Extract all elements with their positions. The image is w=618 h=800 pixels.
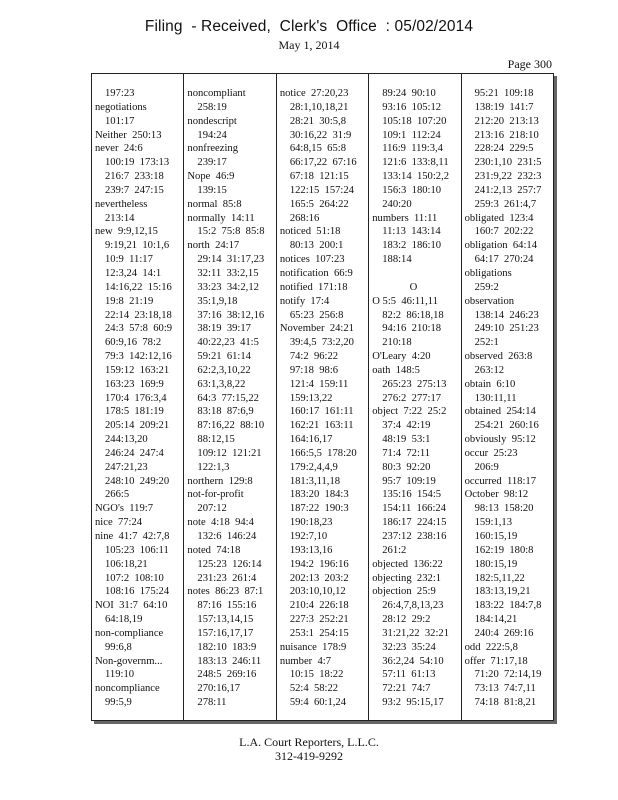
index-box bbox=[91, 73, 554, 721]
index-entry: nevertheless bbox=[95, 198, 148, 210]
index-page-refs: 240:4 269:16 bbox=[474, 627, 534, 639]
index-page-refs: 73:13 74:7,11 bbox=[474, 683, 536, 695]
index-entry: never 24:6 bbox=[95, 143, 143, 155]
index-page-refs: 60:9,16 78:2 bbox=[105, 337, 162, 349]
index-page-refs: 121:6 133:8,11 bbox=[382, 157, 449, 169]
index-entry: northern 129:8 bbox=[187, 475, 253, 487]
index-entry: notified 171:18 bbox=[279, 281, 348, 293]
index-page-refs: 184:14,21 bbox=[474, 614, 518, 626]
index-entry: not-for-profit bbox=[187, 489, 244, 501]
index-page-refs: 39:4,5 73:2,20 bbox=[289, 337, 354, 349]
index-page-refs: 180:15,19 bbox=[474, 558, 518, 570]
index-entry: Nope 46:9 bbox=[187, 171, 235, 183]
index-page-refs: 48:19 53:1 bbox=[382, 434, 431, 446]
index-entry: normal 85:8 bbox=[187, 198, 242, 210]
index-page-refs: 239:7 247:15 bbox=[105, 184, 164, 196]
index-column-5 bbox=[462, 74, 553, 720]
index-page-refs: 186:17 224:15 bbox=[382, 517, 447, 529]
index-page-refs: 87:16 155:16 bbox=[197, 600, 257, 612]
index-page-refs: 109:1 112:24 bbox=[382, 129, 441, 141]
index-page-refs: 249:10 251:23 bbox=[474, 323, 539, 335]
index-page-refs: 119:10 bbox=[105, 669, 135, 681]
index-page-refs: 203:10,10,12 bbox=[289, 586, 346, 598]
index-page-refs: 35:1,9,18 bbox=[197, 295, 238, 307]
index-page-refs: 122:1,3 bbox=[197, 461, 230, 473]
index-page-refs: 10:15 18:22 bbox=[289, 669, 344, 681]
index-page-refs: 66:17,22 67:16 bbox=[289, 157, 357, 169]
index-page-refs: 216:7 233:18 bbox=[105, 171, 164, 183]
index-page-refs: 37:4 42:19 bbox=[382, 420, 431, 432]
index-page-refs: 210:18 bbox=[382, 337, 412, 349]
index-page-refs: 187:22 190:3 bbox=[289, 503, 349, 515]
index-page-refs: 32:23 35:24 bbox=[382, 641, 436, 653]
index-entry: objecting 232:1 bbox=[372, 572, 442, 584]
index-page-refs: 246:24 247:4 bbox=[105, 447, 164, 459]
index-page-refs: 22:14 23:18,18 bbox=[105, 309, 172, 321]
index-entry: nuisance 178:9 bbox=[279, 641, 347, 653]
index-entry: notification 66:9 bbox=[279, 267, 353, 279]
index-entry: notice 27:20,23 bbox=[279, 88, 349, 99]
index-entry: nondescript bbox=[187, 115, 237, 127]
index-page-refs: 82:2 86:18,18 bbox=[382, 309, 444, 321]
index-page-refs: 130:11,11 bbox=[474, 392, 517, 404]
index-entry: negotiations bbox=[95, 101, 147, 113]
index-page-refs: 194:24 bbox=[197, 129, 227, 141]
index-entry: nice 77:24 bbox=[95, 517, 143, 529]
index-page-refs: 248:5 269:16 bbox=[197, 669, 257, 681]
index-page-refs: 15:2 75:8 85:8 bbox=[197, 226, 265, 238]
index-page-refs: 107:2 108:10 bbox=[105, 572, 164, 584]
index-page-refs: 74:18 81:8,21 bbox=[474, 697, 537, 709]
index-page-refs: 97:18 98:6 bbox=[289, 364, 339, 376]
index-page-refs: 247:21,23 bbox=[105, 461, 148, 473]
index-page-refs: 125:23 126:14 bbox=[197, 558, 262, 570]
reporter-name: L.A. Court Reporters, L.L.C. bbox=[239, 735, 379, 749]
index-entry: observed 263:8 bbox=[464, 351, 533, 363]
index-page-refs: 63:1,3,8,22 bbox=[197, 378, 246, 390]
index-page-refs: 190:18,23 bbox=[289, 517, 333, 529]
index-entry: O'Leary 4:20 bbox=[372, 351, 431, 363]
index-page-refs: 83:18 87:6,9 bbox=[197, 406, 254, 418]
section-letter: O bbox=[409, 281, 418, 293]
index-page-refs: 157:13,14,15 bbox=[197, 614, 254, 626]
index-page-refs: 183:13,19,21 bbox=[474, 586, 531, 598]
index-page-refs: 239:17 bbox=[197, 157, 227, 169]
index-page-refs: 59:21 61:14 bbox=[197, 351, 251, 363]
index-page-refs: 65:23 256:8 bbox=[289, 309, 344, 321]
index-column-1 bbox=[92, 74, 184, 720]
index-page-refs: 67:18 121:15 bbox=[289, 171, 349, 183]
index-entry: obligations bbox=[464, 267, 512, 279]
index-page-refs: 166:5,5 178:20 bbox=[289, 447, 357, 459]
index-page-refs: 71:20 72:14,19 bbox=[474, 669, 542, 681]
index-page-refs: 26:4,7,8,13,23 bbox=[382, 600, 444, 612]
index-page-refs: 64:8,15 65:8 bbox=[289, 143, 347, 155]
index-entry: non-compliance bbox=[95, 627, 164, 639]
index-entry: object 7:22 25:2 bbox=[372, 406, 447, 418]
index-page-refs: 170:4 176:3,4 bbox=[105, 392, 167, 404]
filing-stamp-header: Filing - Received, Clerk's Office : 05/02/2014 bbox=[144, 18, 474, 35]
index-page-refs: 164:16,17 bbox=[289, 434, 333, 446]
index-page-refs: 183:2 186:10 bbox=[382, 240, 442, 252]
index-entry: notices 107:23 bbox=[279, 254, 345, 266]
index-page-refs: 160:17 161:11 bbox=[289, 406, 354, 418]
index-page-refs: 72:21 74:7 bbox=[382, 683, 431, 695]
index-page-refs: 108:16 175:24 bbox=[105, 586, 170, 598]
index-page-refs: 28:12 29:2 bbox=[382, 614, 431, 626]
index-page-refs: 109:12 121:21 bbox=[197, 447, 262, 459]
index-entry: obligation 64:14 bbox=[464, 240, 538, 252]
index-page-refs: 98:13 158:20 bbox=[474, 503, 534, 515]
index-page-refs: 59:4 60:1,24 bbox=[289, 697, 347, 709]
index-page-refs: 19:8 21:19 bbox=[105, 295, 154, 307]
index-page-refs: 162:19 180:8 bbox=[474, 544, 534, 556]
index-entry: notify 17:4 bbox=[279, 295, 330, 307]
index-page-refs: 160:15,19 bbox=[474, 531, 518, 542]
index-page-refs: 74:2 96:22 bbox=[289, 351, 339, 363]
index-page-refs: 231:23 261:4 bbox=[197, 572, 257, 584]
index-entry: NOI 31:7 64:10 bbox=[95, 600, 168, 612]
index-page-refs: 93:16 105:12 bbox=[382, 101, 442, 113]
index-page-refs: 254:21 260:16 bbox=[474, 420, 539, 432]
index-page-refs: 100:19 173:13 bbox=[105, 157, 170, 169]
index-page-refs: 261:2 bbox=[382, 544, 407, 556]
index-page-refs: 11:13 143:14 bbox=[382, 226, 441, 238]
index-entry: notes 86:23 87:1 bbox=[187, 586, 264, 598]
index-entry: noticed 51:18 bbox=[279, 226, 341, 238]
index-page-refs: 197:23 bbox=[105, 88, 135, 99]
index-page-refs: 159:13,22 bbox=[289, 392, 333, 404]
index-page-refs: 237:12 238:16 bbox=[382, 531, 447, 542]
index-page-refs: 194:2 196:16 bbox=[289, 558, 349, 570]
index-page-refs: 206:9 bbox=[474, 461, 499, 473]
index-page-refs: 99:6,8 bbox=[105, 641, 132, 653]
index-page-refs: 89:24 90:10 bbox=[382, 88, 436, 99]
index-page-refs: 159:1,13 bbox=[474, 517, 512, 529]
index-page-refs: 80:3 92:20 bbox=[382, 461, 431, 473]
index-page-refs: 213:16 218:10 bbox=[474, 129, 539, 141]
index-page-refs: 165:5 264:22 bbox=[289, 198, 349, 210]
index-page-refs: 210:4 226:18 bbox=[289, 600, 349, 612]
index-page-refs: 116:9 119:3,4 bbox=[382, 143, 443, 155]
index-page-refs: 132:6 146:24 bbox=[197, 531, 257, 542]
index-page-refs: 95:7 109:19 bbox=[382, 475, 436, 487]
index-entry: Neither 250:13 bbox=[95, 129, 162, 141]
index-page-refs: 94:16 210:18 bbox=[382, 323, 442, 335]
index-entry: numbers 11:11 bbox=[372, 212, 438, 224]
index-page-refs: 105:18 107:20 bbox=[382, 115, 447, 127]
index-page-refs: 14:16,22 15:16 bbox=[105, 281, 172, 293]
index-page-refs: 182:10 183:9 bbox=[197, 641, 257, 653]
index-page-refs: 138:14 246:23 bbox=[474, 309, 539, 321]
index-entry: objected 136:22 bbox=[372, 558, 443, 570]
index-page-refs: 101:17 bbox=[105, 115, 135, 127]
index-entry: odd 222:5,8 bbox=[464, 641, 518, 653]
index-entry: obtained 254:14 bbox=[464, 406, 536, 418]
index-column-3 bbox=[277, 74, 369, 720]
index-entry: O 5:5 46:11,11 bbox=[372, 295, 438, 307]
index-page-refs: 62:2,3,10,22 bbox=[197, 364, 251, 376]
index-page-refs: 122:15 157:24 bbox=[289, 184, 354, 196]
index-page-refs: 182:5,11,22 bbox=[474, 572, 525, 584]
index-page-refs: 28:1,10,18,21 bbox=[289, 101, 349, 113]
index-entry: observation bbox=[464, 295, 515, 307]
index-entry: Non-governm... bbox=[95, 655, 163, 667]
index-page-refs: 64:18,19 bbox=[105, 614, 143, 626]
index-page-refs: 106:18,21 bbox=[105, 558, 148, 570]
index-page-refs: 71:4 72:11 bbox=[382, 447, 431, 459]
index-entry: objection 25:9 bbox=[372, 586, 436, 598]
index-page-refs: 24:3 57:8 60:9 bbox=[105, 323, 173, 335]
index-page-refs: 253:1 254:15 bbox=[289, 627, 349, 639]
index-entry: north 24:17 bbox=[187, 240, 240, 252]
index-page-refs: 38:19 39:17 bbox=[197, 323, 251, 335]
index-entry: new 9:9,12,15 bbox=[95, 226, 158, 238]
index-page-refs: 188:14 bbox=[382, 254, 412, 266]
index-page-refs: 10:9 11:17 bbox=[105, 254, 153, 266]
index-page-refs: 31:21,22 32:21 bbox=[382, 627, 450, 639]
index-entry: oath 148:5 bbox=[372, 364, 420, 376]
index-page-refs: 259:3 261:4,7 bbox=[474, 198, 537, 210]
index-page-refs: 248:10 249:20 bbox=[105, 475, 170, 487]
index-page-refs: 205:14 209:21 bbox=[105, 420, 170, 432]
index-page-refs: 64:17 270:24 bbox=[474, 254, 534, 266]
index-page-refs: 259:2 bbox=[474, 281, 499, 293]
index-column-2 bbox=[184, 74, 276, 720]
index-page-refs: 80:13 200:1 bbox=[289, 240, 344, 252]
index-page-refs: 28:21 30:5,8 bbox=[289, 115, 347, 127]
index-entry: number 4:7 bbox=[279, 655, 332, 667]
index-columns bbox=[92, 74, 553, 720]
index-entry: October 98:12 bbox=[464, 489, 529, 501]
index-page-refs: 227:3 252:21 bbox=[289, 614, 349, 626]
index-page-refs: 162:21 163:11 bbox=[289, 420, 354, 432]
index-page-refs: 57:11 61:13 bbox=[382, 669, 436, 681]
index-page-refs: 212:20 213:13 bbox=[474, 115, 539, 127]
index-entry: normally 14:11 bbox=[187, 212, 255, 224]
index-page-refs: 230:1,10 231:5 bbox=[474, 157, 542, 169]
index-entry: obviously 95:12 bbox=[464, 434, 536, 446]
index-page-refs: 33:23 34:2,12 bbox=[197, 281, 259, 293]
index-page-refs: 231:9,22 232:3 bbox=[474, 171, 542, 183]
index-page-refs: 159:12 163:21 bbox=[105, 364, 170, 376]
index-entry: NGO's 119:7 bbox=[95, 503, 154, 515]
index-page-refs: 183:22 184:7,8 bbox=[474, 600, 542, 612]
index-page-refs: 278:11 bbox=[197, 697, 227, 709]
hearing-date: May 1, 2014 bbox=[278, 38, 340, 52]
index-column-4 bbox=[369, 74, 461, 720]
index-page-refs: 40:22,23 41:5 bbox=[197, 337, 259, 349]
index-entry: noncompliance bbox=[95, 683, 160, 695]
index-page-refs: 181:3,11,18 bbox=[289, 475, 341, 487]
index-entry: November 24:21 bbox=[279, 323, 354, 335]
index-page-refs: 37:16 38:12,16 bbox=[197, 309, 265, 321]
index-page-refs: 265:23 275:13 bbox=[382, 378, 447, 390]
index-page-refs: 36:2,24 54:10 bbox=[382, 655, 444, 667]
index-page-refs: 183:13 246:11 bbox=[197, 655, 262, 667]
index-page-refs: 270:16,17 bbox=[197, 683, 241, 695]
index-page-refs: 266:5 bbox=[105, 489, 130, 501]
index-page-refs: 207:12 bbox=[197, 503, 227, 515]
index-page-refs: 160:7 202:22 bbox=[474, 226, 534, 238]
index-page-refs: 258:19 bbox=[197, 101, 227, 113]
index-page-refs: 193:13,16 bbox=[289, 544, 333, 556]
index-page-refs: 178:5 181:19 bbox=[105, 406, 164, 418]
index-page-refs: 135:16 154:5 bbox=[382, 489, 442, 501]
index-page-refs: 105:23 106:11 bbox=[105, 544, 169, 556]
index-entry: occur 25:23 bbox=[464, 447, 518, 459]
index-page-refs: 157:16,17,17 bbox=[197, 627, 254, 639]
index-page-refs: 268:16 bbox=[289, 212, 320, 224]
index-page-refs: 183:20 184:3 bbox=[289, 489, 349, 501]
index-page-refs: 244:13,20 bbox=[105, 434, 148, 446]
index-page-refs: 133:14 150:2,2 bbox=[382, 171, 450, 183]
index-page-refs: 9:19,21 10:1,6 bbox=[105, 240, 170, 252]
index-page-refs: 241:2,13 257:7 bbox=[474, 184, 542, 196]
index-entry: obtain 6:10 bbox=[464, 378, 516, 390]
index-entry: noncompliant bbox=[187, 88, 246, 99]
reporter-phone: 312-419-9292 bbox=[275, 749, 343, 763]
index-page-refs: 228:24 229:5 bbox=[474, 143, 534, 155]
index-page-refs: 252:1 bbox=[474, 337, 499, 349]
index-page-refs: 93:2 95:15,17 bbox=[382, 697, 444, 709]
index-page-refs: 213:14 bbox=[105, 212, 135, 224]
index-page-refs: 64:3 77:15,22 bbox=[197, 392, 259, 404]
index-page-refs: 240:20 bbox=[382, 198, 412, 210]
index-page-refs: 192:7,10 bbox=[289, 531, 328, 542]
page-number: Page 300 bbox=[507, 57, 552, 71]
index-page-refs: 29:14 31:17,23 bbox=[197, 254, 265, 266]
index-page-refs: 156:3 180:10 bbox=[382, 184, 442, 196]
index-entry: offer 71:17,18 bbox=[464, 655, 528, 667]
index-page-refs: 79:3 142:12,16 bbox=[105, 351, 172, 363]
index-page-refs: 154:11 166:24 bbox=[382, 503, 446, 515]
index-page-refs: 202:13 203:2 bbox=[289, 572, 349, 584]
index-page-refs: 52:4 58:22 bbox=[289, 683, 339, 695]
index-page-refs: 99:5,9 bbox=[105, 697, 132, 709]
index-entry: obligated 123:4 bbox=[464, 212, 534, 224]
index-entry: nonfreezing bbox=[187, 143, 238, 155]
index-page-refs: 276:2 277:17 bbox=[382, 392, 442, 404]
index-entry: note 4:18 94:4 bbox=[187, 517, 254, 529]
index-page-refs: 139:15 bbox=[197, 184, 227, 196]
index-entry: noted 74:18 bbox=[187, 544, 241, 556]
index-page-refs: 138:19 141:7 bbox=[474, 101, 534, 113]
index-page-refs: 30:16,22 31:9 bbox=[289, 129, 352, 141]
index-entry: nine 41:7 42:7,8 bbox=[95, 531, 170, 542]
index-page-refs: 12:3,24 14:1 bbox=[105, 267, 162, 279]
index-page-refs: 179:2,4,4,9 bbox=[289, 461, 338, 473]
index-page-refs: 263:12 bbox=[474, 364, 505, 376]
index-page-refs: 87:16,22 88:10 bbox=[197, 420, 265, 432]
index-page-refs: 32:11 33:2,15 bbox=[197, 267, 259, 279]
index-entry: occurred 118:17 bbox=[464, 475, 537, 487]
index-page-refs: 163:23 169:9 bbox=[105, 378, 164, 390]
index-entry bbox=[372, 267, 460, 281]
index-page-refs: 95:21 109:18 bbox=[474, 88, 534, 99]
index-page-refs: 88:12,15 bbox=[197, 434, 235, 446]
index-page-refs: 121:4 159:11 bbox=[289, 378, 349, 390]
